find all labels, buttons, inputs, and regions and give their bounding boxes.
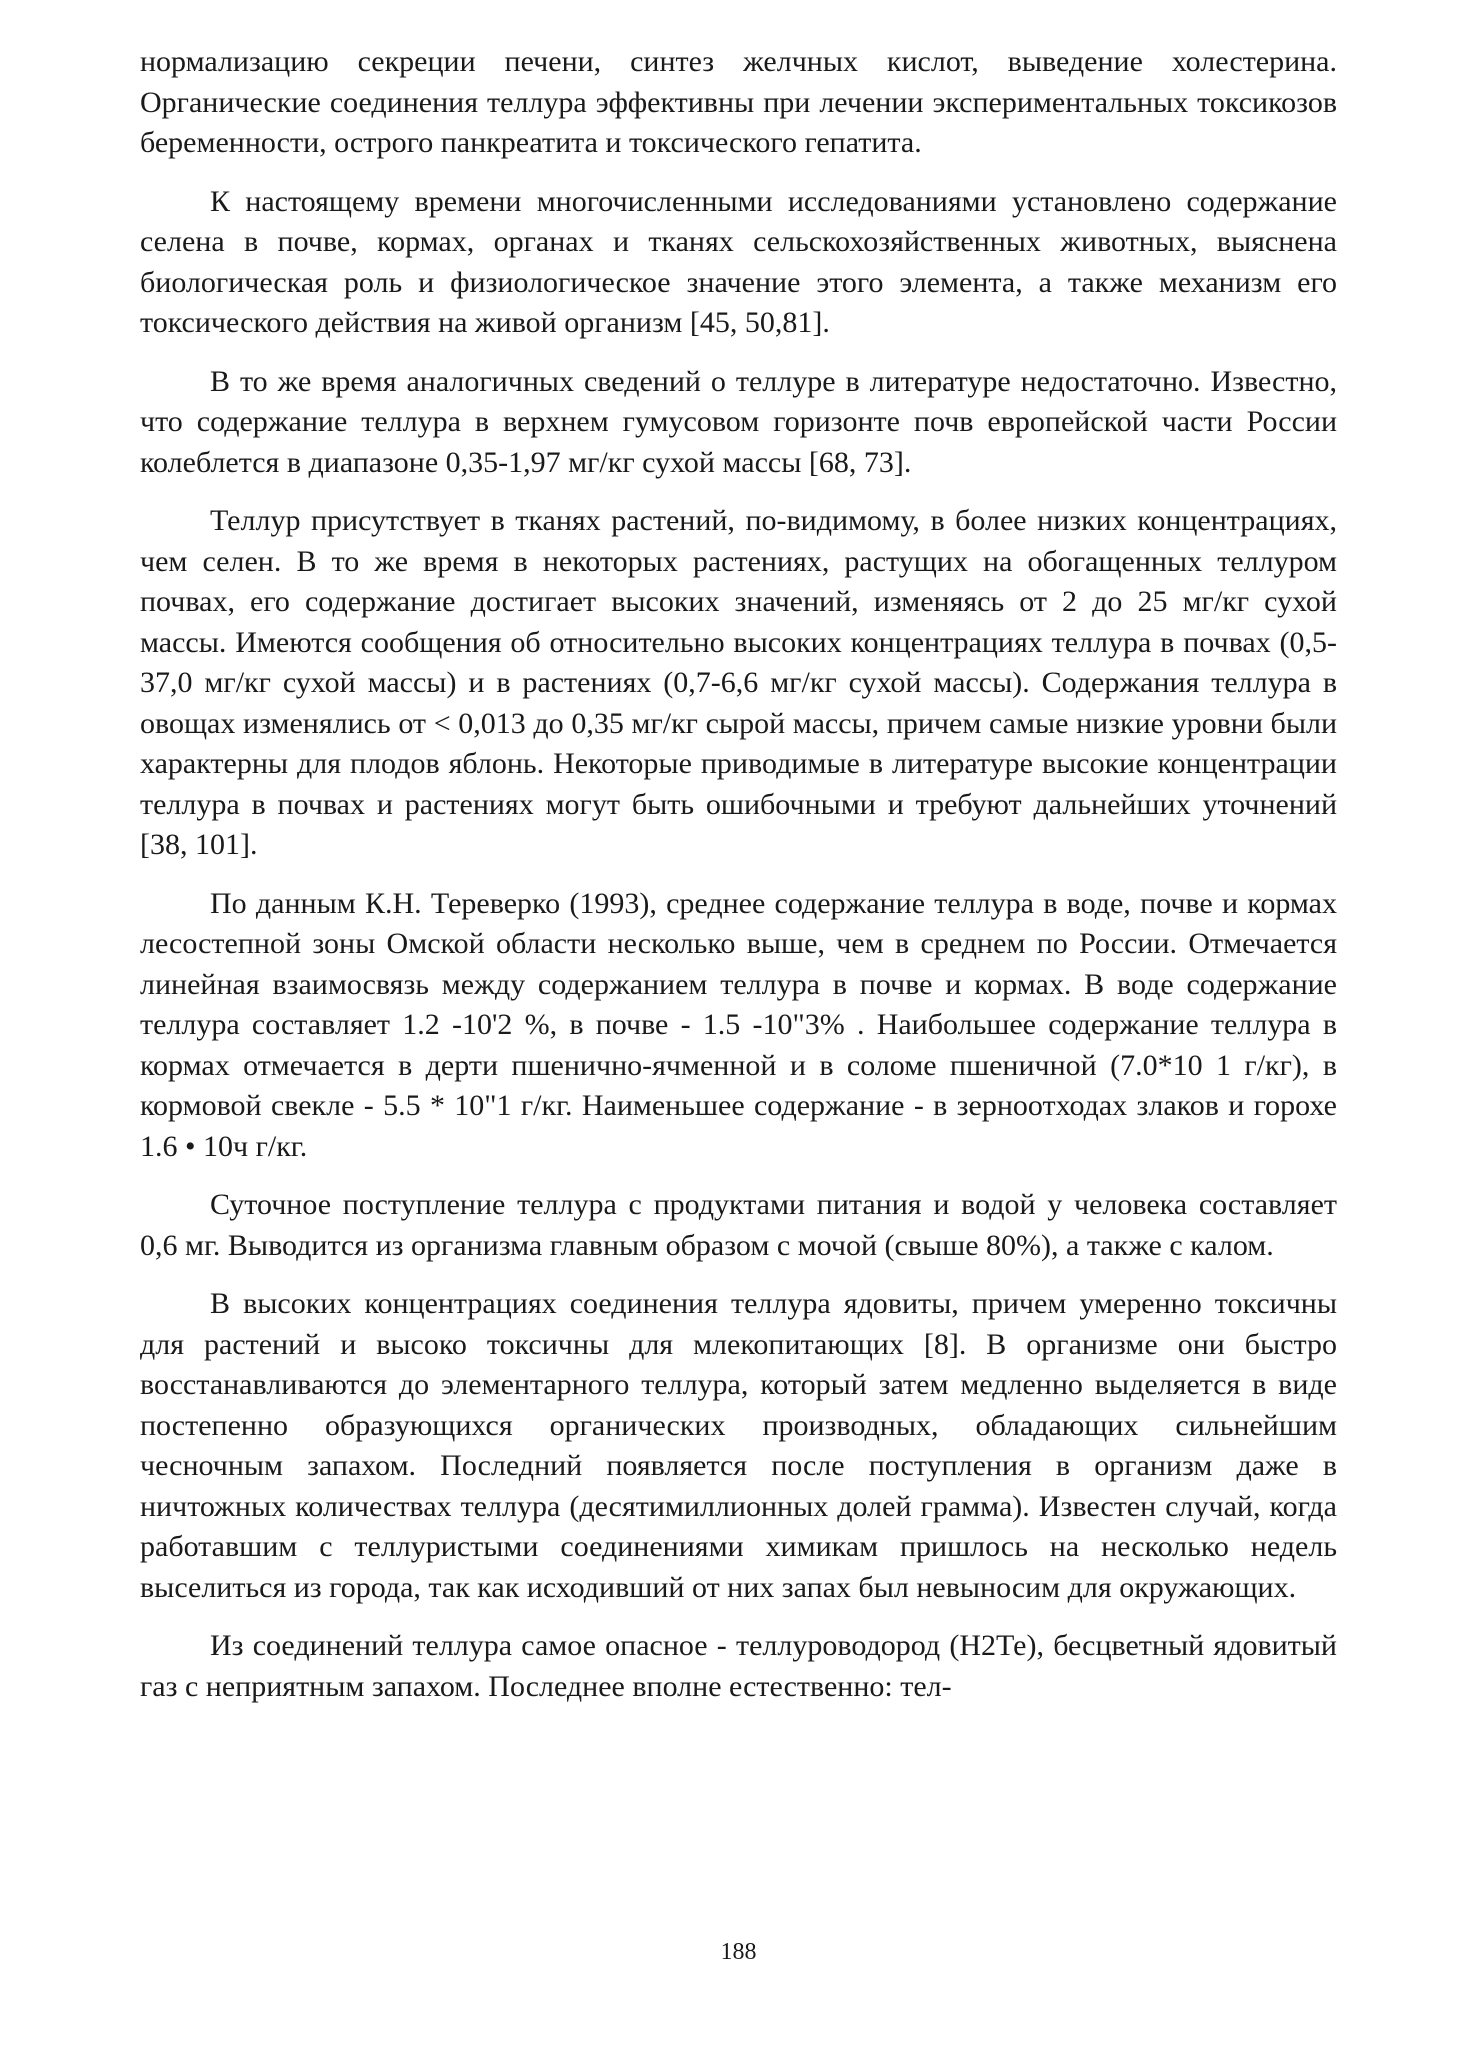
paragraph-6: Суточное поступление теллура с продуктами питания и водой у человека составляет 0,6 мг. Выводится из организма главным образом с мочой (свыше 80%), а также с калом. [140, 1188, 1337, 1262]
paragraph-7: В высоких концентрациях соединения теллура ядовиты, причем умеренно токсичны для растений и высоко токсичны для млекопитающих [8]. В организме они быстро восстанавливаются до элементарного теллура, который затем медленно выделяется в виде постепенно образующихся органических производных, обладающих сильнейшим чесночным запахом. Последний появляется после поступления в организм даже в ничтожных количествах теллура (десятимиллионных долей грамма). Известен случай, когда работавшим с теллуристыми соединениями химикам пришлось на несколько недель выселиться из города, так как исходивший от них запах был невыносим для окружающих. [140, 1287, 1337, 1604]
document-page [140, 42, 1337, 2022]
page-number: 188 [720, 1939, 757, 1965]
paragraph-5: По данным К.Н. Тереверко (1993), среднее содержание теллура в воде, почве и кормах лесостепной зоны Омской области несколько выше, чем в среднем по России. Отмечается линейная взаимосвязь между содержанием теллура в почве и кормах. В воде содержание теллура составляет 1.2 -10'2 %, в почве - 1.5 -10"3% . Наибольшее содержание теллура в кормах отмечается в дерти пшенично-ячменной и в соломе пшеничной (7.0*10 1 г/кг), в кормовой свекле - 5.5 * 10"1 г/кг. Наименьшее содержание - в зерноотходах злаков и горохе 1.6 • 10ч г/кг. [140, 886, 1337, 1163]
paragraph-3: В то же время аналогичных сведений о теллуре в литературе недостаточно. Известно, что содержание теллура в верхнем гумусовом горизонте почв европейской части России колеблется в диапазоне 0,35-1,97 мг/кг сухой массы [68, 73]. [140, 364, 1337, 479]
paragraph-2: К настоящему времени многочисленными исследованиями установлено содержание селена в почве, кормах, органах и тканях сельскохозяйственных животных, выяснена биологическая роль и физиологическое значение этого элемента, а также механизм его токсического действия на живой организм [45, 50,81]. [140, 184, 1337, 339]
paragraph-4: Теллур присутствует в тканях растений, по-видимому, в более низких концентрациях, чем селен. В то же время в некоторых растениях, растущих на обогащенных теллуром почвах, его содержание достигает высоких значений, изменяясь от 2 до 25 мг/кг сухой массы. Имеются сообщения об относительно высоких концентрациях теллура в почвах (0,5-37,0 мг/кг сухой массы) и в растениях (0,7-6,6 мг/кг сухой массы). Содержания теллура в овощах изменялись от < 0,013 до 0,35 мг/кг сырой массы, причем самые низкие уровни были характерны для плодов яблонь. Некоторые приводимые в литературе высокие концентрации теллура в почвах и растениях могут быть ошибочными и требуют дальнейших уточнений [38, 101]. [140, 504, 1337, 861]
paragraph-1: нормализацию секреции печени, синтез желчных кислот, выведение холестерина. Органические соединения теллура эффективны при лечении экспериментальных токсикозов беременности, острого панкреатита и токсического гепатита. [140, 45, 1337, 159]
paragraph-8: Из соединений теллура самое опасное - теллуроводород (Н2Те), бесцветный ядовитый газ с неприятным запахом. Последнее вполне естественно: тел- [140, 1629, 1337, 1703]
